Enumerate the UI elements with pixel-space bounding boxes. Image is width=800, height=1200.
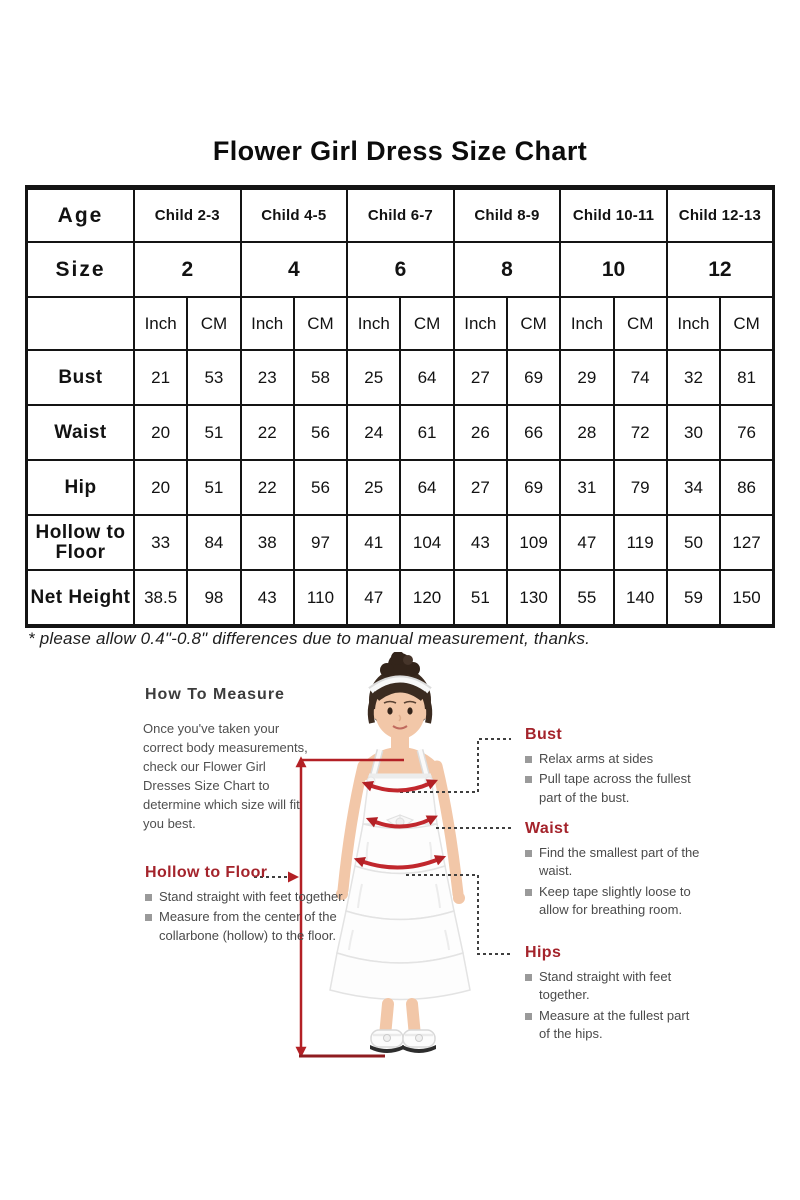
units-row-empty-cell <box>27 297 135 350</box>
measurement-value: 110 <box>294 570 347 626</box>
measurement-value: 28 <box>560 405 613 460</box>
measurement-row-label: Hollow to Floor <box>27 515 135 570</box>
units-row <box>27 297 774 350</box>
measurement-value: 43 <box>454 515 507 570</box>
instruction-bullet <box>145 908 373 945</box>
size-row <box>27 242 774 297</box>
measurement-value: 38.5 <box>134 570 187 626</box>
measurement-value: 127 <box>720 515 773 570</box>
measurement-value: 69 <box>507 460 560 515</box>
age-group-header: Child 10-11 <box>560 188 667 243</box>
measurement-value: 55 <box>560 570 613 626</box>
bullet-text: Measure at the fullest part of the hips. <box>539 1007 690 1042</box>
unit-header: Inch <box>347 297 400 350</box>
measurement-row <box>27 405 774 460</box>
measurement-value: 20 <box>134 405 187 460</box>
measurement-value: 61 <box>400 405 453 460</box>
bust-heading: Bust <box>525 726 563 743</box>
measurement-tolerance-note: * please allow 0.4"-0.8" differences due to manual measurement, thanks. <box>28 629 591 648</box>
bullet-square-icon <box>525 756 532 763</box>
how-to-measure-heading: How To Measure <box>145 686 285 703</box>
bullet-text: Stand straight with feet together. <box>159 889 346 904</box>
bullet-text: Relax arms at sides <box>539 751 654 766</box>
bullet-square-icon <box>145 894 152 901</box>
bullet-square-icon <box>525 776 532 783</box>
hollow-to-floor-instructions <box>145 864 373 947</box>
bullet-text: Measure from the center of the collarbone (hollow) to the floor. <box>159 909 337 943</box>
unit-header: Inch <box>134 297 187 350</box>
measurement-value: 41 <box>347 515 400 570</box>
unit-header: CM <box>614 297 667 350</box>
measurement-value: 84 <box>187 515 240 570</box>
measurement-value: 72 <box>614 405 667 460</box>
measurement-row <box>27 570 774 626</box>
bullet-square-icon <box>525 1013 532 1020</box>
bullet-square-icon <box>525 974 532 981</box>
measurement-value: 119 <box>614 515 667 570</box>
measurement-value: 98 <box>187 570 240 626</box>
bust-instructions <box>525 726 703 809</box>
measurement-value: 130 <box>507 570 560 626</box>
hollow-to-floor-heading: Hollow to Floor <box>145 864 268 881</box>
measurement-row <box>27 515 774 570</box>
size-value: 2 <box>134 242 241 297</box>
bust-bullets <box>525 750 703 807</box>
measurement-value: 79 <box>614 460 667 515</box>
measurement-row-label: Hip <box>27 460 135 515</box>
unit-header: Inch <box>560 297 613 350</box>
shoes <box>370 1030 436 1053</box>
hips-bullets <box>525 968 703 1044</box>
measurement-value: 51 <box>187 460 240 515</box>
measurement-value: 120 <box>400 570 453 626</box>
measurement-value: 56 <box>294 405 347 460</box>
measurement-value: 47 <box>560 515 613 570</box>
unit-header: CM <box>507 297 560 350</box>
bullet-square-icon <box>525 850 532 857</box>
unit-header: Inch <box>241 297 294 350</box>
instruction-bullet <box>525 770 703 807</box>
measurement-row-label: Waist <box>27 405 135 460</box>
measurement-value: 50 <box>667 515 720 570</box>
measurement-value: 51 <box>187 405 240 460</box>
measurement-value: 26 <box>454 405 507 460</box>
measurement-value: 47 <box>347 570 400 626</box>
measurement-row-label: Bust <box>27 350 135 405</box>
measurement-value: 97 <box>294 515 347 570</box>
unit-header: Inch <box>667 297 720 350</box>
size-value: 8 <box>454 242 561 297</box>
measurement-value: 32 <box>667 350 720 405</box>
measurement-value: 150 <box>720 570 773 626</box>
measurement-row <box>27 460 774 515</box>
bullet-square-icon <box>145 914 152 921</box>
measurement-value: 24 <box>347 405 400 460</box>
measure-intro-text: Once you've taken your correct body measurements, check our Flower Girl Dresses Size Chart to determine which size will fit you best. <box>143 721 308 831</box>
measurement-value: 25 <box>347 460 400 515</box>
measurement-value: 20 <box>134 460 187 515</box>
page-title: Flower Girl Dress Size Chart <box>212 136 588 166</box>
bullet-text: Stand straight with feet together. <box>539 969 672 1003</box>
unit-header: Inch <box>454 297 507 350</box>
size-row-label: Size <box>27 242 135 297</box>
measurement-value: 64 <box>400 460 453 515</box>
hips-heading: Hips <box>525 944 562 961</box>
how-to-measure-section <box>0 650 800 1110</box>
measurement-value: 22 <box>241 405 294 460</box>
measurement-row <box>27 350 774 405</box>
measurement-value: 43 <box>241 570 294 626</box>
size-value: 4 <box>241 242 348 297</box>
hollow-to-floor-bullets <box>145 888 373 945</box>
measurement-row-label: Net Height <box>27 570 135 626</box>
measurement-value: 21 <box>134 350 187 405</box>
measurement-value: 66 <box>507 405 560 460</box>
measurement-value: 86 <box>720 460 773 515</box>
waist-instructions <box>525 820 707 922</box>
measurement-value: 59 <box>667 570 720 626</box>
measurement-value: 74 <box>614 350 667 405</box>
age-group-header: Child 2-3 <box>134 188 241 243</box>
girl-figure-illustration <box>330 652 470 1053</box>
age-group-header: Child 8-9 <box>454 188 561 243</box>
measurement-value: 76 <box>720 405 773 460</box>
bullet-text: Find the smallest part of the waist. <box>539 845 700 879</box>
instruction-bullet <box>525 883 707 920</box>
age-group-header: Child 4-5 <box>241 188 348 243</box>
age-row <box>27 188 774 243</box>
bullet-square-icon <box>525 889 532 896</box>
measurement-value: 34 <box>667 460 720 515</box>
measurement-value: 31 <box>560 460 613 515</box>
measurement-value: 140 <box>614 570 667 626</box>
age-row-label: Age <box>27 188 135 243</box>
measurement-value: 27 <box>454 460 507 515</box>
measurement-value: 53 <box>187 350 240 405</box>
measurement-value: 109 <box>507 515 560 570</box>
waist-heading: Waist <box>525 820 570 837</box>
size-chart-table <box>25 185 775 628</box>
measurement-value: 64 <box>400 350 453 405</box>
instruction-bullet <box>525 1007 703 1044</box>
instruction-bullet <box>525 968 703 1005</box>
unit-header: CM <box>294 297 347 350</box>
size-value: 6 <box>347 242 454 297</box>
measurement-value: 25 <box>347 350 400 405</box>
measurement-value: 29 <box>560 350 613 405</box>
measurement-value: 30 <box>667 405 720 460</box>
unit-header: CM <box>400 297 453 350</box>
measurement-value: 69 <box>507 350 560 405</box>
bullet-text: Keep tape slightly loose to allow for breathing room. <box>539 883 691 918</box>
measurement-value: 23 <box>241 350 294 405</box>
measurement-value: 38 <box>241 515 294 570</box>
unit-header: CM <box>187 297 240 350</box>
instruction-bullet <box>145 888 373 906</box>
unit-header: CM <box>720 297 773 350</box>
bullet-text: Pull tape across the fullest part of the bust. <box>539 771 691 805</box>
instruction-bullet <box>525 750 703 768</box>
measurement-value: 104 <box>400 515 453 570</box>
size-value: 12 <box>667 242 774 297</box>
size-value: 10 <box>560 242 667 297</box>
measurement-value: 27 <box>454 350 507 405</box>
age-group-header: Child 12-13 <box>667 188 774 243</box>
measurement-value: 22 <box>241 460 294 515</box>
age-group-header: Child 6-7 <box>347 188 454 243</box>
measurement-value: 33 <box>134 515 187 570</box>
instruction-bullet <box>525 844 707 881</box>
waist-bullets <box>525 844 707 920</box>
hips-instructions <box>525 944 703 1046</box>
measurement-value: 51 <box>454 570 507 626</box>
measurement-value: 56 <box>294 460 347 515</box>
measurement-value: 81 <box>720 350 773 405</box>
measurement-value: 58 <box>294 350 347 405</box>
